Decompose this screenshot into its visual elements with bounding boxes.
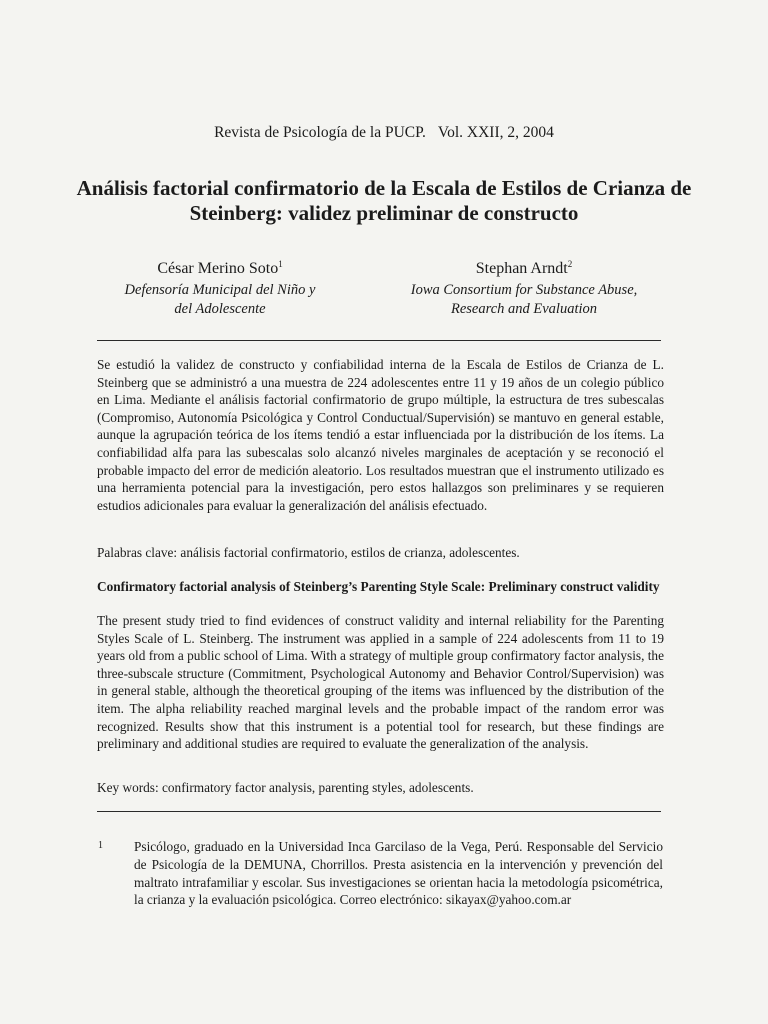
author-footnote-mark-1: 1 <box>278 259 283 269</box>
footnote-divider <box>97 811 661 812</box>
author-affiliation-1b: del Adolescente <box>174 301 266 317</box>
footnote-mark: 1 <box>98 840 103 851</box>
journal-name: Revista de Psicología de la PUCP. <box>214 124 426 141</box>
abstract-spanish: Se estudió la validez de constructo y confiabilidad interna de la Escala de Estilos de Crianza de L. Steinberg que se administró a una muestra de 224 adolescentes entre 11 y 19 años de un colegio público en Lima. Mediante el análisis factorial confirmatorio de grupo múltiple, la estructura de tres subescalas (Compromiso, Autonomía Psicológica y Control Conductual/Supervisión) se mantuvo en general estable, aunque la agrupación teórica de los ítems tendió a estar influenciada por la distribución de los ítems. La confiabilidad alfa para las subescalas solo alcanzó niveles marginales de aceptación y se reconoció el probable impacto del error de medición aleatorio. Los resultados muestran que el instrumento utilizado es una herramienta potencial para la investigación, pero estos hallazgos son preliminares y se requieren estudios adicionales para evaluar la generalización del análisis efectuado. <box>97 357 664 513</box>
top-divider <box>97 340 661 341</box>
author-footnote-mark-2: 2 <box>567 259 573 269</box>
journal-volume: Vol. XXII, 2, 2004 <box>437 124 554 141</box>
author-name-1: César Merino Soto$^1$ <box>157 259 283 277</box>
journal-header <box>0 124 768 142</box>
keywords-spanish: Palabras clave: análisis factorial confirmatorio, estilos de crianza, adolescentes. <box>97 545 520 560</box>
author-block-1 <box>70 254 370 319</box>
author-affiliation-1a: Defensoría Municipal del Niño y <box>124 282 316 298</box>
author-affiliation-2b: Research and Evaluation <box>450 301 598 317</box>
author-name-2: Stephan Arndt$^2$ <box>475 259 573 277</box>
paper-title: Análisis factorial confirmatorio de la Escala de Estilos de Crianza de Steinberg: validez preliminar de constructo <box>76 176 692 225</box>
author-affiliation-2a: Iowa Consortium for Substance Abuse, <box>410 282 638 298</box>
footnote-text: Psicólogo, graduado en la Universidad Inca Garcilaso de la Vega, Perú. Responsable del Servicio de Psicología de la DEMUNA, Chorrillos. Presta asistencia en la intervención y prevención del maltrato intrafamiliar y escolar. Sus investigaciones se orientan hacia la metodología psicométrica, la crianza y la evaluación psicológica. Correo electrónico: sikayax@yahoo.com.ar <box>134 839 663 908</box>
abstract-english: The present study tried to find evidences of construct validity and internal reliability for the Parenting Styles Scale of L. Steinberg. The instrument was applied in a sample of 224 adolescents from 11 to 19 years old from a public school of Lima. With a strategy of multiple group confirmatory factor analysis, the three-subscale structure (Commitment, Psychological Autonomy and Behavior Control/Supervision) was in general stable, although the theoretical grouping of the items was influenced by the distribution of the item. The alpha reliability reached marginal levels and the probable impact of the random error was recognized. Results show that this instrument is a potential tool for research, but these findings are preliminary and additional studies are required to evaluate the generalization of the analysis. <box>97 613 664 752</box>
keywords-english: Key words: confirmatory factor analysis, parenting styles, adolescents. <box>97 780 474 795</box>
author-block-2 <box>374 254 674 319</box>
english-title: Confirmatory factorial analysis of Steinberg’s Parenting Style Scale: Preliminary construct validity <box>97 579 660 594</box>
